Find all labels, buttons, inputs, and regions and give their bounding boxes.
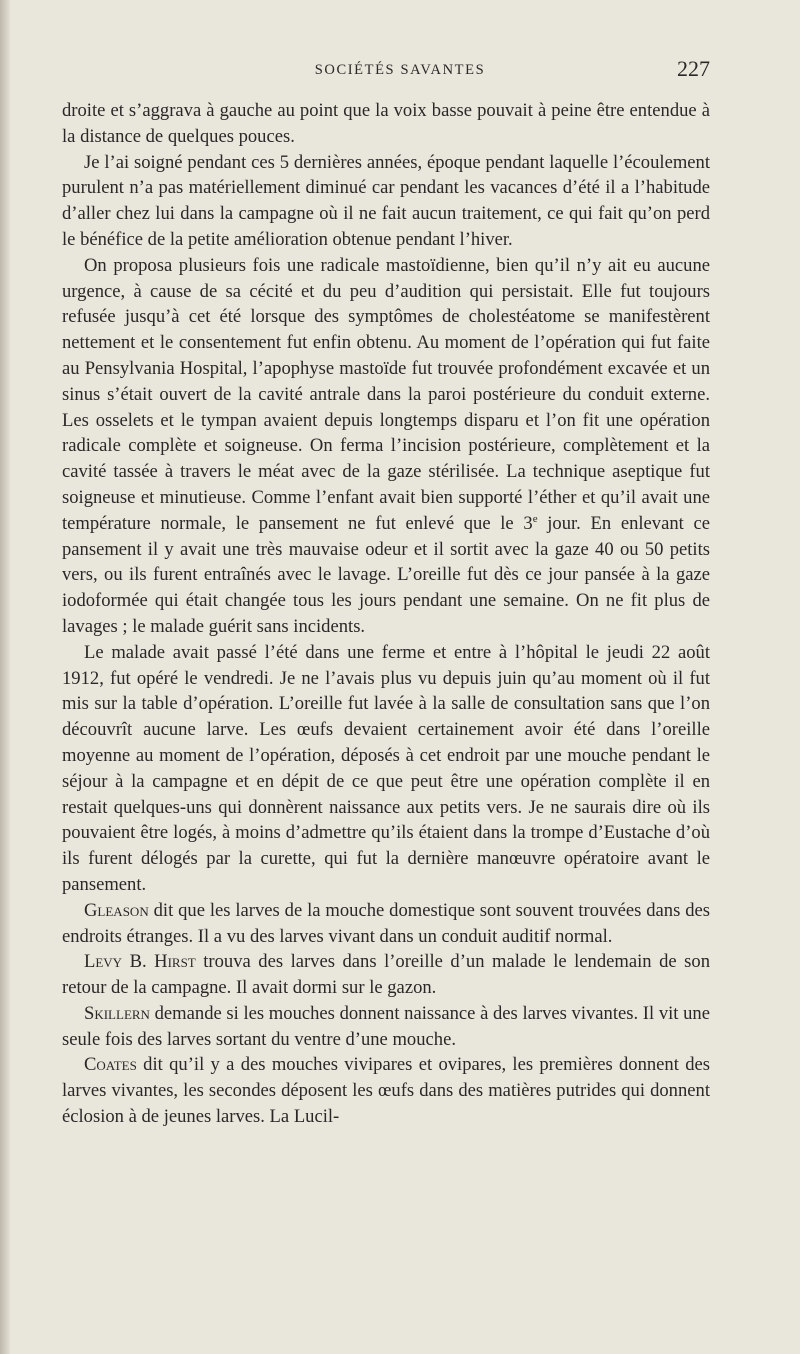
paragraph [62, 150, 710, 253]
running-head [0, 56, 800, 86]
paragraph-text: droite et s’aggrava à gauche au point que la voix basse pouvait à peine être entendue à la distance de quelques pouces. [62, 100, 710, 147]
paragraph-text-continued: jour. En enlevant ce pansement il y avait une très mauvaise odeur et il sortit avec la gaze 40 ou 50 petits vers, ou ils furent entraînés avec le lavage. L’oreille fut dès ce jour pansée à la gaze iodoformée qui était changée tous les jours pendant une semaine. On ne fit plus de lavages ; le malade guérit sans incidents. [62, 512, 711, 637]
paragraph [62, 253, 710, 640]
page-edge-shadow [0, 0, 10, 1354]
paragraph [62, 98, 710, 150]
paragraph-text: On proposa plusieurs fois une radicale mastoïdienne, bien qu’il n’y ait eu aucune urgence, à cause de sa cécité et du peu d’audition qui persistait. Elle fut toujours refusée jusqu’à cet été lorsque des symptômes de cholestéatome se manifestèrent nettement et le consentement fut enfin obtenu. Au moment de l’opération qui fut faite au Pensylvania Hospital, l’apophyse mastoïde fut trouvée profondément excavée et un sinus s’était ouvert de la cavité antrale dans la paroi postérieure du conduit externe. Les osselets et le tympan avaient depuis longtemps disparu et l’on fit une opération radicale complète et soigneuse. On ferma l’incision postérieure, complètement et la cavité tassée à travers le méat avec de la gaze stérilisée. La technique aseptique fut soigneuse et minutieuse. Comme l’enfant avait bien supporté l’éther et qu’il avait une température normale, le pansement ne fut enlevé que le [62, 254, 710, 534]
paragraph-text: dit que les larves de la mouche domestique sont souvent trouvées dans des endroits étranges. Il a vu des larves vivant dans un conduit auditif normal. [62, 899, 710, 947]
speaker-name: Skillern [84, 1002, 150, 1024]
speaker-name: Levy B. Hirst [84, 951, 196, 973]
paragraph [62, 1001, 710, 1053]
page-number: 227 [677, 56, 710, 81]
speaker-name: Coates [84, 1054, 137, 1076]
paragraph-text: dit qu’il y a des mouches vivipares et ovipares, les premières donnent des larves vivantes, les secondes déposent les œufs dans des matières putrides qui donnent éclosion à de jeunes larves. La Lucil- [62, 1054, 710, 1128]
paragraph-text: Le malade avait passé l’été dans une ferme et entre à l’hôpital le jeudi 22 août 1912, fut opéré le vendredi. Je ne l’avais plus vu depuis juin qu’au moment où il fut mis sur la table d’opération. L’oreille fut lavée à la salle de consultation sans que l’on découvrît aucune larve. Les œufs devaient certainement avoir été dans l’oreille moyenne au moment de l’opération, déposés à cet endroit par une mouche pendant le séjour à la campagne et en dépit de ce que peut être une opération complète il en restait quelques-uns qui donnèrent naissance aux petits vers. Je ne saurais dire où ils pouvaient être logés, à moins d’admettre qu’ils étaient dans la trompe d’Eustache d’où ils furent délogés par la curette, qui fut la dernière manœuvre opératoire avant le pansement. [62, 641, 710, 895]
paragraph [62, 949, 710, 1001]
superscript: e [532, 512, 538, 525]
paragraph [62, 898, 710, 950]
day-number: 3 [523, 512, 533, 534]
paragraph [62, 1052, 710, 1129]
paragraph-text: demande si les mouches donnent naissance à des larves vivantes. Il vit une seule fois des larves sortant du ventre d’une mouche. [62, 1002, 710, 1050]
running-title: SOCIÉTÉS SAVANTES [314, 62, 486, 78]
speaker-name: Gleason [84, 899, 149, 921]
paragraph-text: trouva des larves dans l’oreille d’un malade le lendemain de son retour de la campagne. Il avait dormi sur le gazon. [62, 951, 710, 999]
paragraph [62, 640, 710, 898]
body-text [62, 98, 710, 1130]
paragraph-text: Je l’ai soigné pendant ces 5 dernières années, époque pendant laquelle l’écoulement purulent n’a pas matériellement diminué car pendant les vacances d’été il a l’habitude d’aller chez lui dans la campagne où il ne fait aucun traitement, ce qui fait qu’on perd le bénéfice de la petite amélioration obtenue pendant l’hiver. [62, 151, 710, 250]
